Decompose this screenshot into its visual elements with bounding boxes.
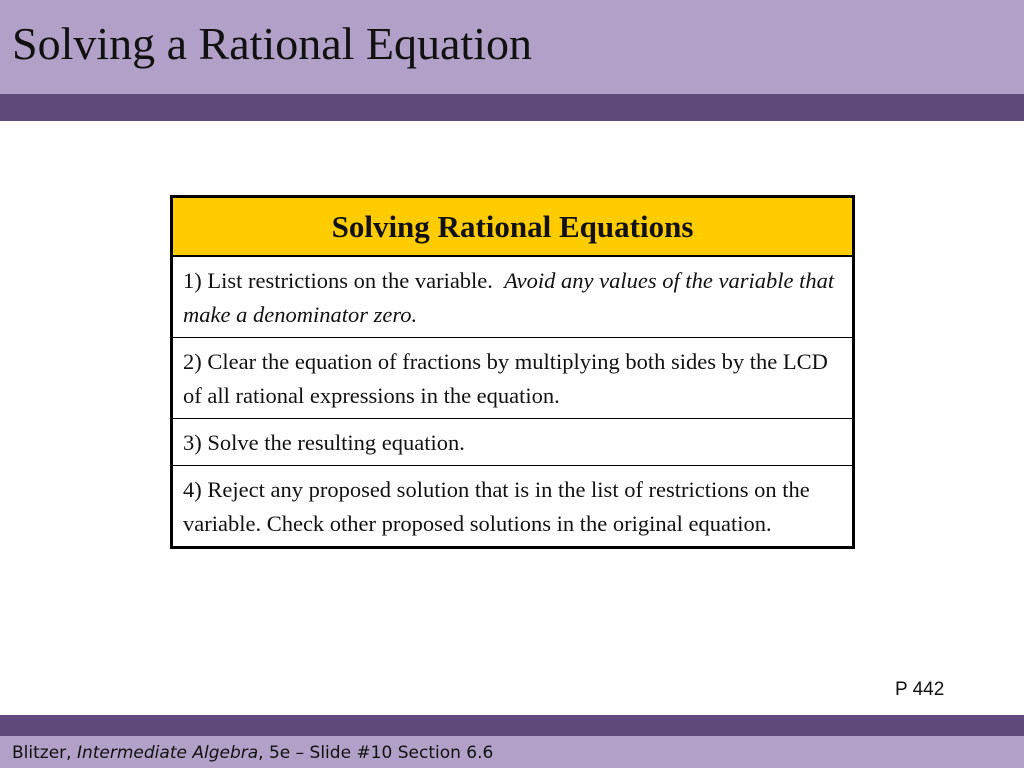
step-1-emphasis: Avoid any values of the variable that make a denominator zero. (183, 268, 835, 327)
table-row (172, 466, 854, 548)
table-row (172, 256, 854, 338)
table-row (172, 419, 854, 466)
footer-stripe (0, 715, 1024, 736)
step-4-cell: 4) Reject any proposed solution that is in the list of restrictions on the variable. Check other proposed solutions in the original equation. (172, 466, 854, 548)
footer-edition-slide: , 5e – Slide #10 Section 6.6 (258, 743, 494, 763)
step-3-cell: 3) Solve the resulting equation. (172, 419, 854, 466)
title-stripe (0, 94, 1024, 121)
step-2-cell: 2) Clear the equation of fractions by multiplying both sides by the LCD of all rational expressions in the equation. (172, 338, 854, 419)
footer-author: Blitzer, (12, 743, 72, 763)
table-header-row (172, 197, 854, 257)
slide-title: Solving a Rational Equation (12, 18, 532, 69)
page-reference: P 442 (895, 679, 945, 700)
table-header: Solving Rational Equations (172, 197, 854, 257)
title-bar (0, 0, 1024, 94)
table-row (172, 338, 854, 419)
steps-table (170, 195, 855, 549)
step-1-text: 1) List restrictions on the variable. (183, 268, 493, 293)
footer-bar (0, 736, 1024, 768)
footer-book-title: Intermediate Algebra (76, 743, 259, 763)
step-1-cell (172, 256, 854, 338)
footer-citation (12, 741, 493, 765)
